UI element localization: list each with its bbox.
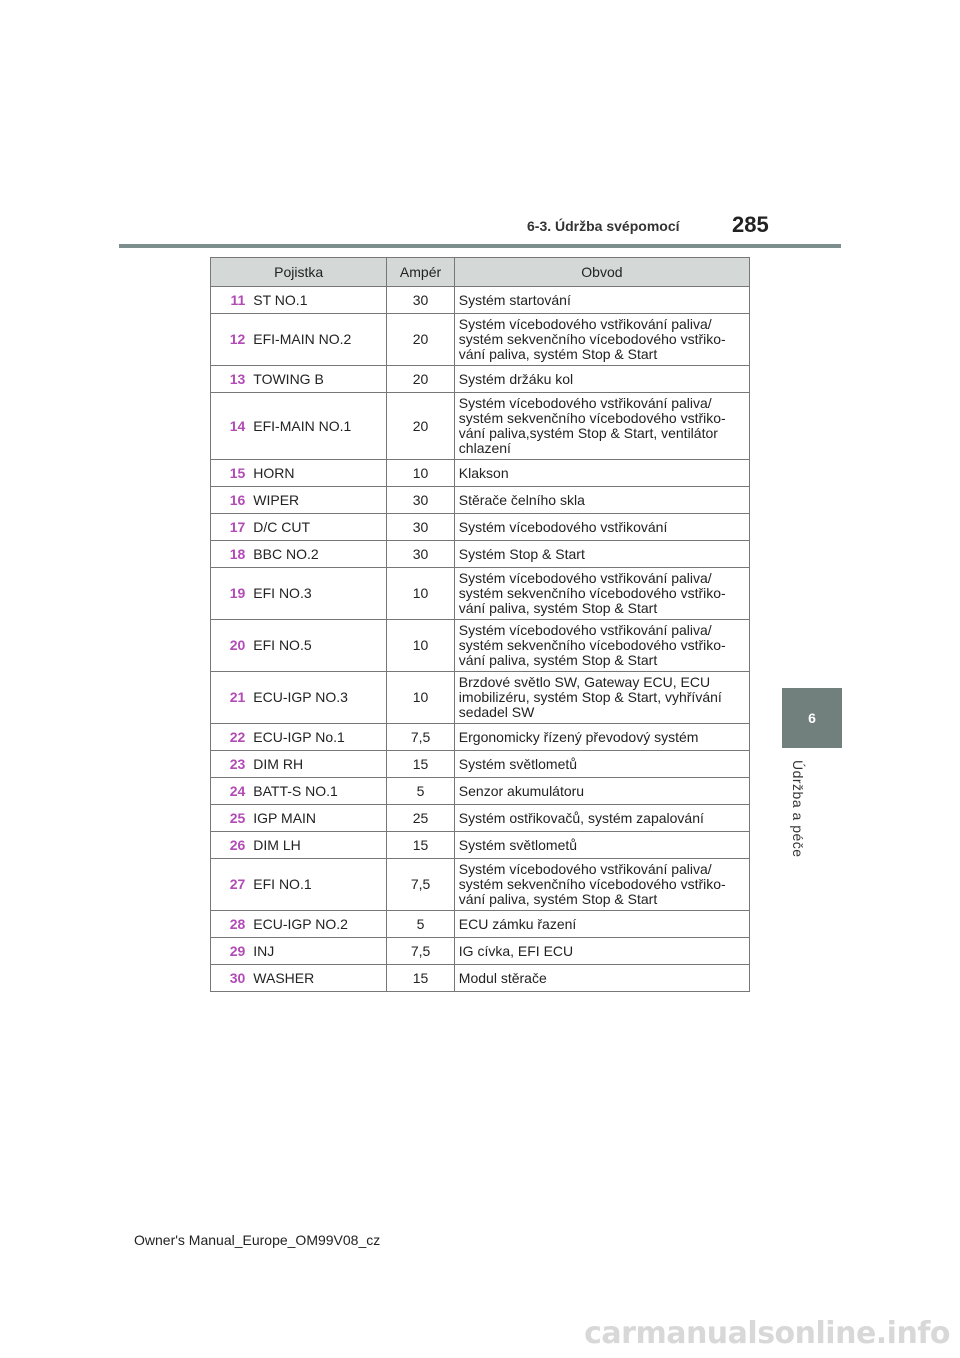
fuse-number: 11 (211, 287, 250, 314)
circuit-description: Stěrače čelního skla (454, 487, 749, 514)
fuse-number: 12 (211, 314, 250, 366)
ampere-value: 30 (387, 287, 455, 314)
ampere-value: 15 (387, 751, 455, 778)
chapter-tab (782, 688, 842, 748)
table-row (211, 778, 750, 805)
ampere-value: 10 (387, 620, 455, 672)
table-row (211, 751, 750, 778)
table-row (211, 672, 750, 724)
circuit-description: Ergonomicky řízený převodový systém (454, 724, 749, 751)
ampere-value: 15 (387, 832, 455, 859)
table-row (211, 541, 750, 568)
ampere-value: 5 (387, 911, 455, 938)
fuse-name: DIM RH (249, 751, 387, 778)
circuit-description: IG cívka, EFI ECU (454, 938, 749, 965)
fuse-name: IGP MAIN (249, 805, 387, 832)
fuse-name: ECU-IGP NO.3 (249, 672, 387, 724)
fuse-name: EFI NO.3 (249, 568, 387, 620)
table-row (211, 911, 750, 938)
fuse-name: EFI-MAIN NO.1 (249, 393, 387, 460)
table-row (211, 965, 750, 992)
circuit-description: Modul stěrače (454, 965, 749, 992)
fuse-number: 29 (211, 938, 250, 965)
ampere-value: 20 (387, 366, 455, 393)
table-row (211, 620, 750, 672)
fuse-name: BATT-S NO.1 (249, 778, 387, 805)
table-row (211, 314, 750, 366)
fuse-number: 25 (211, 805, 250, 832)
table-header-row (211, 258, 750, 287)
section-title: 6-3. Údržba svépomocí (527, 218, 680, 234)
fuse-number: 16 (211, 487, 250, 514)
table-row (211, 724, 750, 751)
ampere-value: 30 (387, 487, 455, 514)
fuse-number: 14 (211, 393, 250, 460)
ampere-value: 30 (387, 514, 455, 541)
fuse-name: ECU-IGP No.1 (249, 724, 387, 751)
circuit-description: Klakson (454, 460, 749, 487)
fuse-name: EFI NO.1 (249, 859, 387, 911)
ampere-value: 10 (387, 568, 455, 620)
table-row (211, 487, 750, 514)
circuit-description: Systém světlometů (454, 832, 749, 859)
ampere-value: 20 (387, 393, 455, 460)
fuse-number: 21 (211, 672, 250, 724)
fuse-table (210, 257, 750, 992)
table-row (211, 938, 750, 965)
ampere-value: 20 (387, 314, 455, 366)
fuse-number: 24 (211, 778, 250, 805)
circuit-description: Systém ostřikovačů, systém zapalování (454, 805, 749, 832)
fuse-name: TOWING B (249, 366, 387, 393)
ampere-value: 7,5 (387, 938, 455, 965)
circuit-description: Systém vícebodového vstřikování paliva/ systém sekvenčního vícebodového vstřiko-vání paliva, systém Stop & Start (454, 314, 749, 366)
ampere-value: 15 (387, 965, 455, 992)
fuse-name: DIM LH (249, 832, 387, 859)
column-header-fuse: Pojistka (211, 258, 387, 287)
fuse-number: 15 (211, 460, 250, 487)
fuse-table-body (211, 287, 750, 992)
fuse-number: 27 (211, 859, 250, 911)
circuit-description: Systém vícebodového vstřikování paliva/ systém sekvenčního vícebodového vstřiko-vání paliva, systém Stop & Start (454, 568, 749, 620)
circuit-description: Systém vícebodového vstřikování (454, 514, 749, 541)
circuit-description: Systém vícebodového vstřikování paliva/ systém sekvenčního vícebodového vstřiko-vání paliva,systém Stop & Start, ventilátor chlazení (454, 393, 749, 460)
circuit-description: Systém světlometů (454, 751, 749, 778)
circuit-description: Systém startování (454, 287, 749, 314)
table-row (211, 366, 750, 393)
circuit-description: ECU zámku řazení (454, 911, 749, 938)
ampere-value: 25 (387, 805, 455, 832)
chapter-number: 6 (808, 710, 816, 726)
fuse-name: ECU-IGP NO.2 (249, 911, 387, 938)
table-row (211, 568, 750, 620)
ampere-value: 5 (387, 778, 455, 805)
table-row (211, 514, 750, 541)
ampere-value: 30 (387, 541, 455, 568)
ampere-value: 10 (387, 672, 455, 724)
circuit-description: Systém vícebodového vstřikování paliva/ systém sekvenčního vícebodového vstřiko-vání paliva, systém Stop & Start (454, 859, 749, 911)
table-row (211, 393, 750, 460)
fuse-name: D/C CUT (249, 514, 387, 541)
table-row (211, 805, 750, 832)
watermark: carmanualsonline.info (584, 1316, 950, 1351)
fuse-name: INJ (249, 938, 387, 965)
table-row (211, 832, 750, 859)
fuse-number: 26 (211, 832, 250, 859)
fuse-name: EFI NO.5 (249, 620, 387, 672)
fuse-name: HORN (249, 460, 387, 487)
fuse-name: BBC NO.2 (249, 541, 387, 568)
fuse-number: 30 (211, 965, 250, 992)
footer-text: Owner's Manual_Europe_OM99V08_cz (134, 1232, 381, 1248)
fuse-number: 23 (211, 751, 250, 778)
fuse-number: 28 (211, 911, 250, 938)
page-number: 285 (732, 212, 769, 237)
circuit-description: Systém Stop & Start (454, 541, 749, 568)
table-row (211, 460, 750, 487)
fuse-number: 18 (211, 541, 250, 568)
fuse-number: 19 (211, 568, 250, 620)
fuse-number: 13 (211, 366, 250, 393)
fuse-number: 22 (211, 724, 250, 751)
fuse-number: 20 (211, 620, 250, 672)
table-row (211, 287, 750, 314)
ampere-value: 7,5 (387, 859, 455, 911)
fuse-name: ST NO.1 (249, 287, 387, 314)
header-divider (119, 244, 841, 248)
circuit-description: Systém držáku kol (454, 366, 749, 393)
fuse-number: 17 (211, 514, 250, 541)
ampere-value: 7,5 (387, 724, 455, 751)
column-header-ampere: Ampér (387, 258, 455, 287)
column-header-circuit: Obvod (454, 258, 749, 287)
circuit-description: Systém vícebodového vstřikování paliva/ systém sekvenčního vícebodového vstřiko-vání paliva, systém Stop & Start (454, 620, 749, 672)
circuit-description: Senzor akumulátoru (454, 778, 749, 805)
chapter-label: Údržba a péče (790, 760, 806, 858)
fuse-name: WASHER (249, 965, 387, 992)
table-row (211, 859, 750, 911)
fuse-name: EFI-MAIN NO.2 (249, 314, 387, 366)
fuse-name: WIPER (249, 487, 387, 514)
circuit-description: Brzdové světlo SW, Gateway ECU, ECU imobilizéru, systém Stop & Start, vyhřívání sedadel SW (454, 672, 749, 724)
ampere-value: 10 (387, 460, 455, 487)
